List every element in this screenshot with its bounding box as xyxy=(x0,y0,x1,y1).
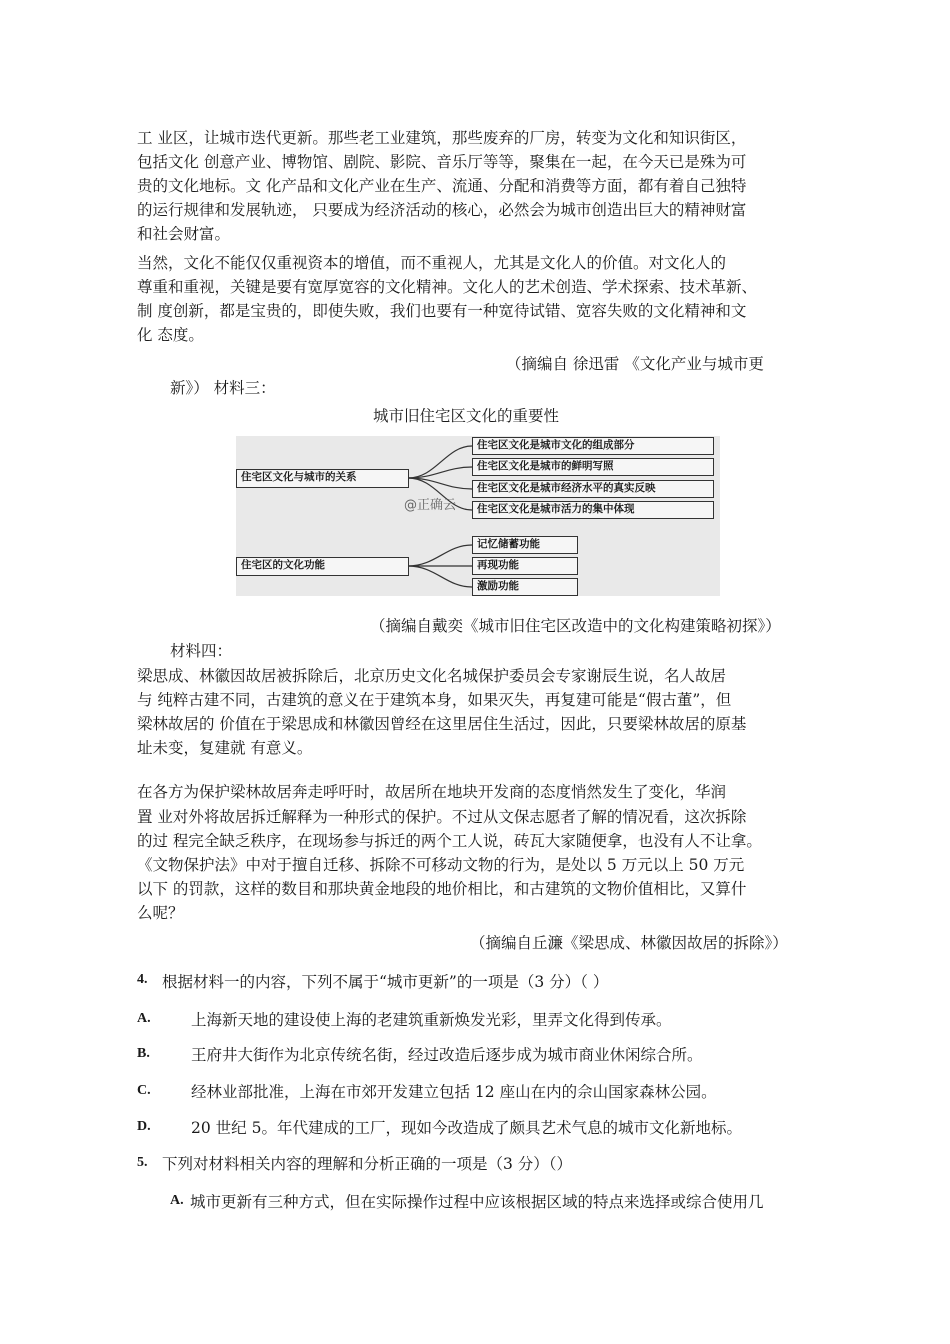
text-line: 当然，文化不能仅仅重视资本的增值，而不重视人，尤其是文化人的价值。对文化人的 xyxy=(137,254,727,272)
option-letter: C. xyxy=(137,1083,151,1098)
text-line: 的过 程完全缺乏秩序，在现场参与拆迁的两个工人说，砖瓦大家随便拿，也没有人不让拿。 xyxy=(137,832,762,850)
text-line: 以下 的罚款，这样的数目和那块黄金地段的地价相比，和古建筑的文物价值相比，又算什 xyxy=(137,880,747,898)
text-line: 工 业区，让城市迭代更新。那些老工业建筑，那些废弃的厂房，转变为文化和知识街区， xyxy=(137,129,747,147)
option-letter: D. xyxy=(137,1119,151,1134)
text-line: 在各方为保护梁林故居奔走呼吁时，故居所在地块开发商的态度悄然发生了变化，华润 xyxy=(137,783,727,801)
option-letter: B. xyxy=(137,1046,150,1061)
diagram-branch: 住宅区文化是城市的鲜明写照 xyxy=(472,458,714,476)
diagram-title: 城市旧住宅区文化的重要性 xyxy=(373,407,560,425)
option-text: 上海新天地的建设使上海的老建筑重新焕发光彩，里弄文化得到传承。 xyxy=(191,1011,672,1029)
option-letter: A. xyxy=(137,1011,151,1026)
option-text: 城市更新有三种方式，但在实际操作过程中应该根据区域的特点来选择或综合使用几 xyxy=(190,1193,764,1211)
question-stem: 根据材料一的内容，下列不属于“城市更新”的一项是（3 分）（ ） xyxy=(162,973,609,991)
text-line: 和社会财富。 xyxy=(137,225,231,243)
text-line: 梁林故居的 价值在于梁思成和林徽因曾经在这里居住生活过，因此，只要梁林故居的原基 xyxy=(137,715,747,733)
question-stem: 下列对材料相关内容的理解和分析正确的一项是（3 分）（） xyxy=(162,1155,573,1173)
option-letter: A. xyxy=(170,1193,184,1208)
text-line: 《文物保护法》中对于擅自迁移、拆除不可移动文物的行为，是处以 5 万元以上 50 万元 xyxy=(137,856,745,874)
diagram-root-relationship: 住宅区文化与城市的关系 xyxy=(236,469,409,488)
option-text: 经林业部批准，上海在市郊开发建立包括 12 座山在内的佘山国家森林公园。 xyxy=(191,1083,717,1101)
diagram-branch: 住宅区文化是城市活力的集中体现 xyxy=(472,501,714,519)
diagram-branch: 住宅区文化是城市经济水平的真实反映 xyxy=(472,480,714,498)
text-line: 址未变，复建就 有意义。 xyxy=(137,739,313,757)
source-citation: （摘编自丘濂《梁思成、林徽因故居的拆除》） xyxy=(470,934,788,952)
diagram-branch: 再现功能 xyxy=(472,557,578,575)
diagram-root-function: 住宅区的文化功能 xyxy=(236,557,409,576)
option-text: 20 世纪 5。年代建成的工厂，现如今改造成了颇具艺术气息的城市文化新地标。 xyxy=(191,1119,742,1137)
source-citation-cont: 新》） 材料三： xyxy=(170,379,276,397)
watermark: @正确云 xyxy=(404,498,457,513)
text-line: 尊重和重视，关键是要有宽厚宽容的文化精神。文化人的艺术创造、学术探索、技术革新、 xyxy=(137,278,758,296)
question-number: 4. xyxy=(137,972,148,987)
text-line: 贵的文化地标。文 化产品和文化产业在生产、流通、分配和消费等方面，都有着自己独特 xyxy=(137,177,747,195)
text-line: 梁思成、林徽因故居被拆除后，北京历史文化名城保护委员会专家谢辰生说，名人故居 xyxy=(137,667,727,685)
text-line: 置 业对外将故居拆迁解释为一种形式的保护。不过从文保志愿者了解的情况看，这次拆除 xyxy=(137,808,747,826)
material-label: 材料四： xyxy=(170,642,233,660)
diagram-branch: 激励功能 xyxy=(472,578,578,596)
text-line: 与 纯粹古建不同，古建筑的意义在于建筑本身，如果灭失，再复建可能是“假古董”，但 xyxy=(137,691,732,709)
text-line: 包括文化 创意产业、博物馆、剧院、影院、音乐厅等等，聚集在一起，在今天已是殊为可 xyxy=(137,153,747,171)
diagram-branch: 记忆储蓄功能 xyxy=(472,536,578,554)
text-line: 么呢？ xyxy=(137,904,184,922)
question-number: 5. xyxy=(137,1155,148,1170)
text-line: 的运行规律和发展轨迹， 只要成为经济活动的核心，必然会为城市创造出巨大的精神财富 xyxy=(137,201,747,219)
diagram-branch: 住宅区文化是城市文化的组成部分 xyxy=(472,437,714,455)
source-citation: （摘编自戴奕《城市旧住宅区改造中的文化构建策略初探》） xyxy=(370,617,781,635)
text-line: 化 态度。 xyxy=(137,326,204,344)
relationship-diagram xyxy=(236,436,720,596)
option-text: 王府井大街作为北京传统名街，经过改造后逐步成为城市商业休闲综合所。 xyxy=(191,1046,703,1064)
text-line: 制 度创新，都是宝贵的，即使失败，我们也要有一种宽待试错、宽容失败的文化精神和文 xyxy=(137,302,747,320)
source-citation: （摘编自 徐迅雷 《文化产业与城市更 xyxy=(506,355,764,373)
